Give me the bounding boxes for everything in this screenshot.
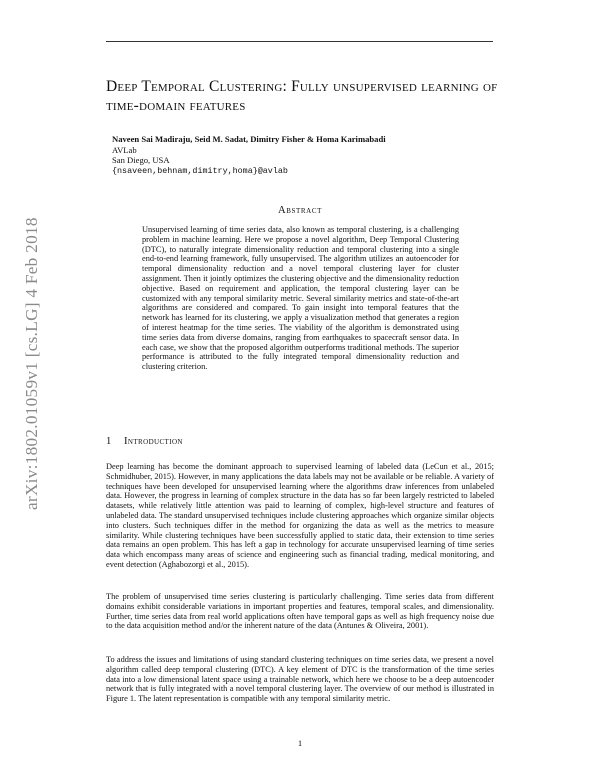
section-title: Introduction [124, 436, 183, 447]
section-number: 1 [106, 436, 112, 447]
author-block [112, 134, 492, 176]
section-heading [106, 436, 486, 447]
intro-paragraph-2: The problem of unsupervised time series clustering is particularly challenging. Time series data from different domains exhibit considerable variations in important properties and features, temporal scales, and dimensionality. Further, time series data from real world applications often have temporal gaps as well as high frequency noise due to the data acquisition method and/or the inherent nature of the data (Antunes & Oliveira, 2001). [106, 592, 494, 631]
paper-title: Deep Temporal Clustering: Fully unsupervised learning of time-domain features [106, 78, 498, 114]
abstract-heading: Abstract [278, 205, 322, 216]
arxiv-stamp: arXiv:1802.01059v1 [cs.LG] 4 Feb 2018 [22, 217, 41, 510]
page-number: 1 [297, 738, 303, 748]
author-affiliation: AVLab [112, 144, 137, 155]
abstract-text: Unsupervised learning of time series data, also known as temporal clustering, is a challenging problem in machine learning. Here we propose a novel algorithm, Deep Temporal Clustering (DTC), to naturally integrate dimensionality reduction and temporal clustering into a single end-to-end learning framework, fully unsupervised. The algorithm utilizes an autoencoder for temporal dimensionality reduction and a novel temporal clustering layer for cluster assignment. Then it jointly optimizes the clustering objective and the dimensionality reduction objective. Based on requirement and application, the temporal clustering layer can be customized with any temporal similarity metric. Several similarity metrics and state-of-the-art algorithms are considered and compared. To gain insight into temporal features that the network has learned for its clustering, we apply a visualization method that generates a region of interest heatmap for the time series. The viability of the algorithm is demonstrated using time series data from diverse domains, ranging from earthquakes to spacecraft sensor data. In each case, we show that the proposed algorithm outperforms traditional methods. The superior performance is attributed to the fully integrated temporal dimensionality reduction and clustering criterion. [142, 225, 459, 372]
author-email: {nsaveen,behnam,dimitry,homa}@avlab [112, 165, 288, 176]
author-names: Naveen Sai Madiraju, Seid M. Sadat, Dimitry Fisher & Homa Karimabadi [112, 134, 386, 144]
intro-paragraph-3: To address the issues and limitations of using standard clustering techniques on time series data, we present a novel algorithm called deep temporal clustering (DTC). A key element of DTC is the transformation of the time series data into a low dimensional latent space using a trainable network, which here we choose to be a deep autoencoder network that is fully integrated with a novel temporal clustering layer. The overview of our method is illustrated in Figure 1. The latent representation is compatible with any temporal similarity metric. [106, 655, 494, 704]
intro-paragraph-1: Deep learning has become the dominant approach to supervised learning of labeled data (LeCun et al., 2015; Schmidhuber, 2015). However, in many applications the data labels may not be available or be reliable. A variety of techniques have been developed for unsupervised learning where the algorithms draw inferences from unlabeled data. However, the progress in learning of complex structure in the data has so far been largely restricted to labeled datasets, while relatively little attention was paid to learning of complex, high-level structure and features of unlabeled data. The standard unsupervised techniques include clustering approaches which organize similar objects into clusters. Such techniques differ in the method for organizing the data as well as the metrics to measure similarity. While clustering techniques have been successfully applied to static data, their extension to time series data remains an open problem. This has left a gap in technology for accurate unsupervised learning of time series data which encompass many areas of science and engineering such as financial trading, medical monitoring, and event detection (Aghabozorgi et al., 2015). [106, 462, 494, 569]
header-rule [106, 41, 493, 42]
author-location: San Diego, USA [112, 155, 170, 166]
